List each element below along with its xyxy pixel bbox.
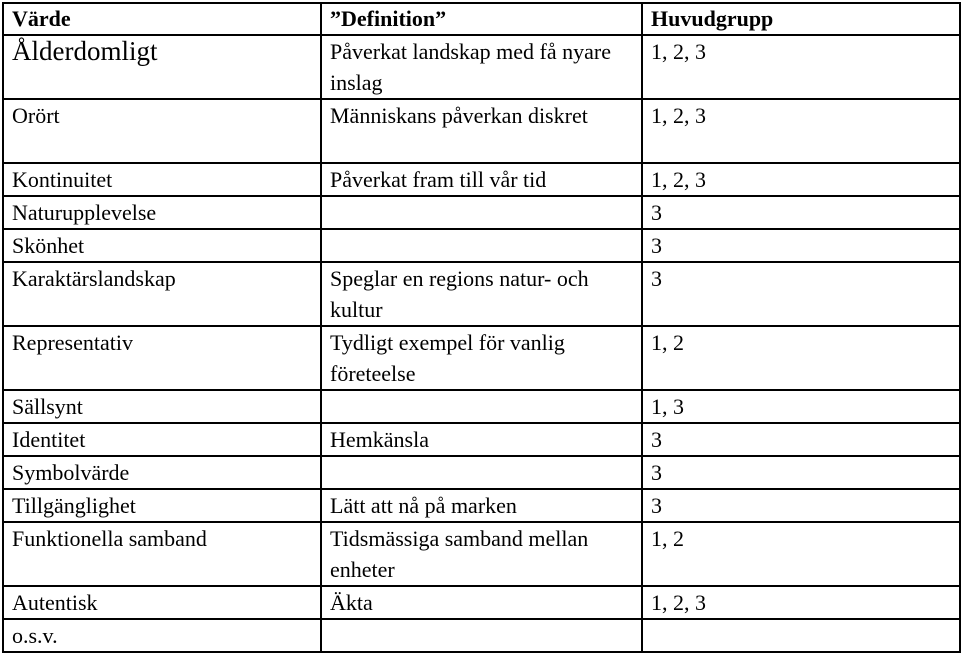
cell-group: 3 — [642, 229, 960, 262]
cell-value: Skönhet — [3, 229, 321, 262]
cell-group: 1, 2, 3 — [642, 35, 960, 99]
cell-value: o.s.v. — [3, 619, 321, 652]
table-row — [3, 456, 960, 489]
values-table — [2, 2, 961, 653]
cell-group: 1, 2, 3 — [642, 99, 960, 163]
column-header-group: Huvudgrupp — [642, 3, 960, 35]
table-row — [3, 586, 960, 619]
cell-group — [642, 619, 960, 652]
cell-value: Ålderdomligt — [3, 35, 321, 99]
cell-group: 1, 2, 3 — [642, 163, 960, 196]
table-row — [3, 163, 960, 196]
table-row — [3, 35, 960, 99]
cell-definition — [321, 196, 642, 229]
table-row — [3, 229, 960, 262]
cell-value: Karaktärslandskap — [3, 262, 321, 326]
table-row — [3, 196, 960, 229]
cell-value: Kontinuitet — [3, 163, 321, 196]
table-row — [3, 326, 960, 390]
cell-group: 1, 3 — [642, 390, 960, 423]
cell-group: 3 — [642, 423, 960, 456]
cell-value: Tillgänglighet — [3, 489, 321, 522]
table-row — [3, 489, 960, 522]
cell-definition: Speglar en regions natur- och kultur — [321, 262, 642, 326]
column-header-value: Värde — [3, 3, 321, 35]
cell-value: Autentisk — [3, 586, 321, 619]
table-row — [3, 423, 960, 456]
cell-group: 3 — [642, 262, 960, 326]
cell-definition: Lätt att nå på marken — [321, 489, 642, 522]
cell-value: Funktionella samband — [3, 522, 321, 586]
cell-group: 3 — [642, 456, 960, 489]
cell-definition: Hemkänsla — [321, 423, 642, 456]
cell-value: Identitet — [3, 423, 321, 456]
cell-definition: Äkta — [321, 586, 642, 619]
table-row — [3, 522, 960, 586]
cell-definition — [321, 456, 642, 489]
column-header-definition: ”Definition” — [321, 3, 642, 35]
table-row — [3, 262, 960, 326]
table-row — [3, 390, 960, 423]
cell-group: 1, 2, 3 — [642, 586, 960, 619]
table-header-row — [3, 3, 960, 35]
cell-value: Sällsynt — [3, 390, 321, 423]
cell-group: 3 — [642, 489, 960, 522]
cell-definition — [321, 390, 642, 423]
cell-value: Naturupplevelse — [3, 196, 321, 229]
cell-value: Representativ — [3, 326, 321, 390]
cell-definition — [321, 619, 642, 652]
cell-definition: Påverkat landskap med få nyare inslag — [321, 35, 642, 99]
cell-definition: Tidsmässiga samband mellan enheter — [321, 522, 642, 586]
cell-definition — [321, 229, 642, 262]
cell-group: 1, 2 — [642, 522, 960, 586]
cell-definition: Människans påverkan diskret — [321, 99, 642, 163]
cell-group: 1, 2 — [642, 326, 960, 390]
table-row — [3, 99, 960, 163]
cell-definition: Tydligt exempel för vanlig företeelse — [321, 326, 642, 390]
cell-definition: Påverkat fram till vår tid — [321, 163, 642, 196]
cell-group: 3 — [642, 196, 960, 229]
table-row — [3, 619, 960, 652]
cell-value: Symbolvärde — [3, 456, 321, 489]
cell-value: Orört — [3, 99, 321, 163]
